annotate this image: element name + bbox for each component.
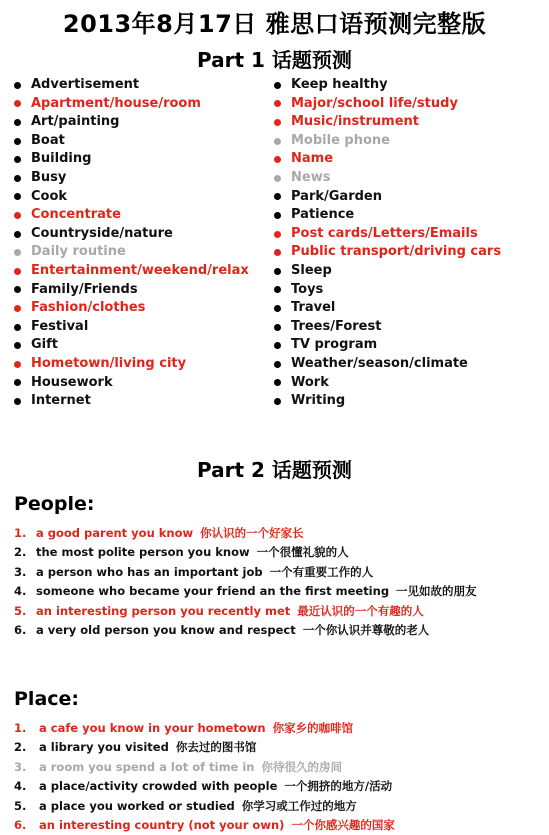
question-text-cn: 你学习或工作过的地方 — [241, 798, 357, 813]
question-text-en: a person who has an important job — [36, 564, 263, 579]
place-topics — [14, 719, 395, 835]
question-text-en: a very old person you know and respect — [36, 622, 296, 637]
topic-item — [274, 392, 501, 411]
question-number: 5. — [14, 603, 27, 618]
question-text-cn: 最近认识的一个有趣的人 — [297, 603, 424, 618]
bullet-icon — [274, 231, 281, 238]
topic-item — [14, 225, 249, 244]
question-item — [14, 621, 477, 640]
page-title: 2013年8月17日 雅思口语预测完整版 — [62, 10, 487, 38]
question-text-en: the most polite person you know — [36, 545, 250, 560]
topic-item — [274, 76, 501, 95]
question-text-cn: 你去过的图书馆 — [175, 740, 257, 755]
question-item — [14, 719, 395, 738]
question-text-en: an interesting person you recently met — [36, 603, 291, 618]
topic-label: Entertainment/weekend/relax — [31, 262, 249, 278]
topic-label: Festival — [31, 318, 89, 334]
topic-item — [14, 113, 249, 132]
bullet-icon — [14, 249, 21, 256]
bullet-icon — [14, 268, 21, 275]
topic-item — [14, 281, 249, 300]
topic-label: Sleep — [291, 262, 332, 278]
question-text-en: a place/activity crowded with people — [39, 779, 278, 794]
topic-label: Fashion/clothes — [31, 300, 146, 316]
topic-label: Concentrate — [31, 207, 121, 223]
question-number: 3. — [14, 564, 27, 579]
bullet-icon — [274, 342, 281, 349]
question-item — [14, 563, 477, 582]
part2-heading: Part 2 话题预测 — [197, 458, 352, 482]
question-text-cn: 你认识的一个好家长 — [200, 526, 304, 540]
question-number: 5. — [14, 798, 27, 813]
topic-item — [14, 95, 249, 114]
topic-label: Cook — [31, 188, 68, 204]
topic-label: Travel — [291, 300, 336, 316]
topic-item — [274, 318, 501, 337]
topic-label: Boat — [31, 132, 65, 148]
topic-label: Name — [291, 151, 334, 167]
topic-item — [274, 336, 501, 355]
question-item — [14, 582, 477, 601]
question-number: 6. — [14, 817, 27, 832]
bullet-icon — [14, 175, 21, 182]
question-text-cn: 你待很久的房间 — [261, 759, 342, 774]
bullet-icon — [14, 342, 21, 349]
bullet-icon — [14, 193, 21, 200]
topic-label: Internet — [31, 393, 91, 409]
topic-label: Public transport/driving cars — [291, 244, 502, 260]
question-text-en: a room you spend a lot of time in — [39, 759, 255, 774]
bullet-icon — [14, 212, 21, 219]
topic-item — [14, 374, 249, 393]
question-text-en: someone who became your friend an the first meeting — [36, 584, 390, 599]
topic-item — [274, 150, 501, 169]
topic-label: Advertisement — [31, 77, 140, 92]
topic-label: Keep healthy — [291, 77, 388, 92]
topic-label: Hometown/living city — [31, 355, 187, 371]
topic-item — [274, 132, 501, 151]
bullet-icon — [274, 268, 281, 275]
topic-item — [274, 95, 501, 114]
topic-item — [14, 318, 249, 337]
question-text-en: a good parent you know — [36, 526, 194, 540]
question-number: 1. — [14, 721, 27, 735]
topic-label: Post cards/Letters/Emails — [291, 225, 478, 241]
topic-label: Busy — [31, 169, 67, 185]
question-number: 6. — [14, 622, 27, 637]
topic-item — [274, 299, 501, 318]
topic-label: Patience — [291, 207, 355, 223]
question-text-cn: 一见如故的朋友 — [396, 584, 477, 599]
bullet-icon — [274, 305, 281, 312]
topic-label: Family/Friends — [31, 281, 138, 297]
topic-item — [274, 169, 501, 188]
question-text-en: a place you worked or studied — [39, 798, 235, 813]
topic-item — [274, 243, 501, 262]
part1-heading: Part 1 话题预测 — [197, 48, 352, 72]
bullet-icon — [14, 379, 21, 386]
topic-item — [274, 281, 501, 300]
bullet-icon — [14, 231, 21, 238]
bullet-icon — [14, 305, 21, 312]
question-item — [14, 543, 477, 562]
topic-item — [14, 150, 249, 169]
topic-label: Toys — [291, 281, 324, 297]
question-number: 4. — [14, 779, 27, 794]
question-text-en: a cafe you know in your hometown — [39, 721, 266, 735]
topic-item — [14, 262, 249, 281]
bullet-icon — [274, 193, 281, 200]
people-topics — [14, 524, 477, 640]
bullet-icon — [14, 286, 21, 293]
bullet-icon — [274, 379, 281, 386]
topic-label: News — [291, 169, 331, 185]
question-text-cn: 一个你认识并尊敬的老人 — [302, 622, 430, 637]
question-number: 4. — [14, 584, 27, 599]
bullet-icon — [274, 286, 281, 293]
question-item — [14, 758, 395, 777]
bullet-icon — [14, 138, 21, 145]
topic-label: Music/instrument — [291, 114, 420, 130]
question-item — [14, 816, 395, 835]
question-text-cn: 一个拥挤的地方/活动 — [284, 779, 393, 794]
bullet-icon — [274, 82, 281, 89]
topic-label: Gift — [31, 337, 58, 353]
topic-item — [14, 355, 249, 374]
question-text-cn: 一个有重要工作的人 — [269, 564, 374, 579]
topic-label: TV program — [291, 337, 378, 353]
bullet-icon — [274, 324, 281, 331]
question-number: 2. — [14, 545, 27, 560]
topic-item — [14, 206, 249, 225]
bullet-icon — [14, 119, 21, 126]
bullet-icon — [274, 175, 281, 182]
question-item — [14, 797, 395, 816]
question-number: 1. — [14, 526, 27, 540]
topic-item — [14, 188, 249, 207]
topic-item — [274, 374, 501, 393]
topic-label: Apartment/house/room — [31, 95, 201, 111]
topic-item — [274, 188, 501, 207]
part1-topics-right — [274, 76, 501, 411]
question-text-cn: 一个很懂礼貌的人 — [256, 545, 349, 560]
topic-label: Weather/season/climate — [291, 355, 468, 371]
bullet-icon — [274, 138, 281, 145]
topic-label: Daily routine — [31, 244, 126, 260]
topic-item — [274, 355, 501, 374]
topic-item — [274, 262, 501, 281]
topic-label: Building — [31, 151, 92, 167]
topic-item — [274, 113, 501, 132]
question-number: 2. — [14, 740, 27, 755]
topic-item — [274, 206, 501, 225]
topic-item — [14, 76, 249, 95]
bullet-icon — [14, 324, 21, 331]
bullet-icon — [274, 249, 281, 256]
bullet-icon — [14, 100, 21, 107]
question-number: 3. — [14, 759, 27, 774]
topic-label: Trees/Forest — [291, 318, 382, 334]
question-text-en: an interesting country (not your own) — [39, 817, 285, 832]
topic-label: Work — [291, 374, 329, 390]
bullet-icon — [274, 361, 281, 368]
bullet-icon — [14, 156, 21, 163]
bullet-icon — [274, 100, 281, 107]
question-text-cn: 一个你感兴趣的国家 — [291, 817, 395, 832]
question-item — [14, 777, 395, 796]
people-heading: People: — [14, 493, 95, 515]
question-text-cn: 你家乡的咖啡馆 — [272, 721, 354, 735]
topic-item — [14, 299, 249, 318]
topic-item — [274, 225, 501, 244]
part1-topics-left — [14, 76, 249, 411]
bullet-icon — [274, 119, 281, 126]
topic-item — [14, 169, 249, 188]
question-item — [14, 602, 477, 621]
topic-item — [14, 243, 249, 262]
topic-item — [14, 392, 249, 411]
topic-label: Writing — [291, 393, 346, 409]
topic-label: Art/painting — [31, 114, 120, 130]
topic-item — [14, 336, 249, 355]
topic-label: Park/Garden — [291, 188, 382, 204]
topic-label: Housework — [31, 374, 113, 390]
topic-label: Countryside/nature — [31, 225, 173, 241]
bullet-icon — [14, 361, 21, 368]
bullet-icon — [274, 156, 281, 163]
question-text-en: a library you visited — [39, 740, 169, 755]
question-item — [14, 524, 477, 543]
place-heading: Place: — [14, 688, 80, 710]
bullet-icon — [274, 212, 281, 219]
topic-label: Major/school life/study — [291, 95, 458, 111]
topic-label: Mobile phone — [291, 132, 390, 148]
bullet-icon — [14, 82, 21, 89]
bullet-icon — [274, 398, 281, 405]
bullet-icon — [14, 398, 21, 405]
question-item — [14, 738, 395, 757]
topic-item — [14, 132, 249, 151]
